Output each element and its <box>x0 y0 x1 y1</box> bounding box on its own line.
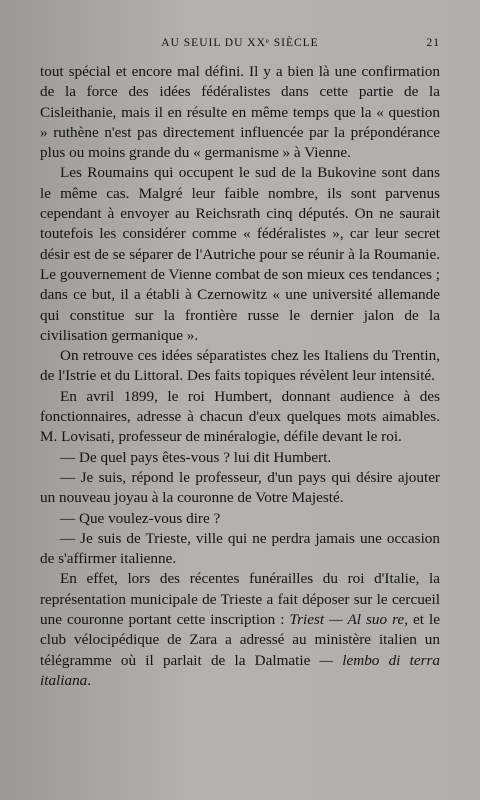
paragraph-roumains: Les Roumains qui occupent le sud de la Bukovine sont dans le même cas. Malgré leur faible nombre, ils sont parvenus cependant à envoyer au Reichsrath cinq députés. On ne saurait toutefois les considérer comme « fédéralistes », car leur secret désir est de se séparer de l'Autriche pour se réunir à la Roumanie. Le gouvernement de Vienne combat de son mieux ces tendances ; dans ce but, il a établi à Czernowitz « une université allemande qui constitue sur la frontière russe le dernier jalon de la civilisation germanique ». <box>40 164 440 344</box>
body-text <box>40 62 440 691</box>
page-header <box>40 37 440 53</box>
inscription-italic: Triest — Al suo re, <box>289 611 408 629</box>
text-span: En effet, lors des récentes funérailles du roi d'Italie, la représentation municipale de Trieste a fait déposer sur le cercueil une couronne portant cette inscription : <box>40 570 440 629</box>
text-span: . <box>87 671 92 689</box>
page-number: 21 <box>426 37 440 49</box>
paragraph-funerailles <box>40 569 440 691</box>
dialogue-line: — Je suis, répond le professeur, d'un pays qui désire ajouter un nouveau joyau à la couronne de Votre Majesté. <box>40 468 440 507</box>
dialogue-line: — Que voulez-vous dire ? <box>60 509 221 527</box>
dialogue-line: — De quel pays êtes-vous ? lui dit Humbert. <box>60 448 332 466</box>
dialogue-line: — Je suis de Trieste, ville qui ne perdra jamais une occasion de s'affirmer italienne. <box>40 529 440 568</box>
running-title: AU SEUIL DU XXᵉ SIÈCLE <box>161 37 319 49</box>
italian-quote-italic: — lembo di terra italiana <box>40 651 440 689</box>
paragraph-italiens: On retrouve ces idées séparatistes chez les Italiens du Trentin, de l'Istrie et du Littoral. Des faits topiques révèlent leur intensité. <box>40 347 440 385</box>
paragraph-continuation: tout spécial et encore mal défini. Il y a bien là une confirmation de la force des idées fédéralistes dans cette partie de la Cisleithanie, mais il en résulte en même temps que la « question » ruthène n'est pas directement influencée par la prépondérance plus ou moins grande du « germanisme » à Vienne. <box>40 63 440 162</box>
paragraph-humbert-audience: En avril 1899, le roi Humbert, donnant audience à des fonctionnaires, adresse à chacun d'eux quelques mots aimables. M. Lovisati, professeur de minéralogie, défile devant le roi. <box>40 387 440 446</box>
text-span: et le club vélocipédique de Zara a adressé au ministère italien un télégramme où il parlait de la Dalmatie <box>40 611 440 669</box>
